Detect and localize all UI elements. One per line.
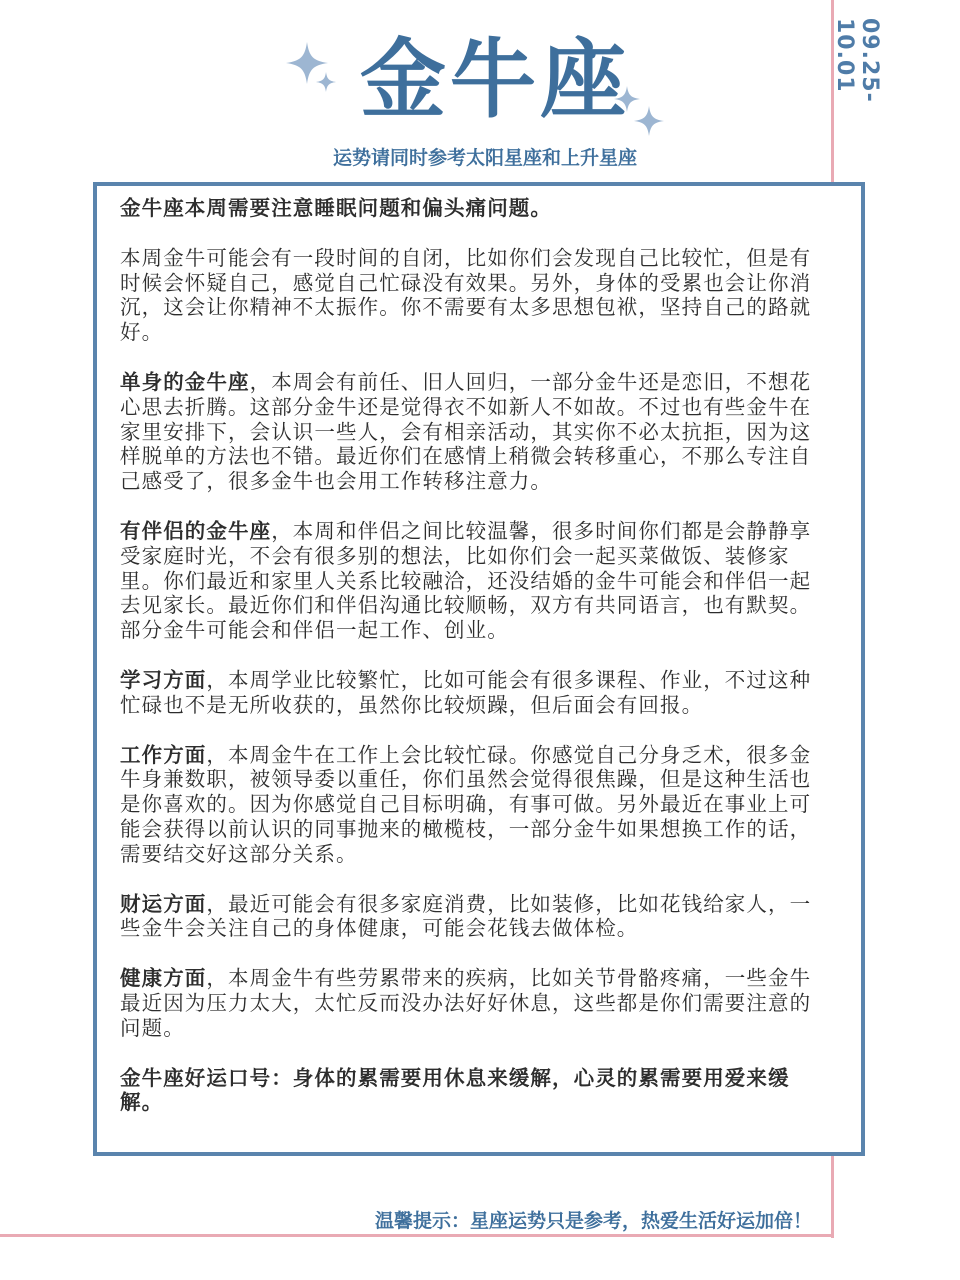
- section-heading: 有伴侣的金牛座: [120, 518, 272, 543]
- general-paragraph: 本周金牛可能会有一段时间的自闭，比如你们会发现自己比较忙，但是有时候会怀疑自己，感觉自己忙碌没有效果。另外，身体的受累也会让你消沉，这会让你精神不太振作。你不需要有太多思想包袱，坚持自己的路就好。: [120, 245, 812, 345]
- section-heading: 财运方面: [120, 891, 207, 916]
- section-work: 工作方面，本周金牛在工作上会比较忙碌。你感觉自己分身乏术，很多金牛身兼数职，被领导委以重任，你们虽然会觉得很焦躁，但是这种生活也是你喜欢的。因为你感觉自己目标明确，有事可做。另外最近在事业上可能会获得以前认识的同事抛来的橄榄枝，一部分金牛如果想换工作的话，需要结交好这部分关系。: [120, 742, 812, 866]
- horoscope-content: [120, 196, 820, 1140]
- section-partnered: 有伴侣的金牛座，本周和伴侣之间比较温馨，很多时间你们都是会静静享受家庭时光，不会有很多别的想法，比如你们会一起买菜做饭、装修家里。你们最近和家里人关系比较融洽，还没结婚的金牛可能会和伴侣一起去见家长。最近你们和伴侣沟通比较顺畅，双方有共同语言，也有默契。部分金牛可能会和伴侣一起工作、创业。: [120, 518, 812, 643]
- section-health: 健康方面，本周金牛有些劳累带来的疾病，比如关节骨骼疼痛，一些金牛最近因为压力太大，太忙反而没办法好好休息，这些都是你们需要注意的问题。: [120, 966, 812, 1040]
- page-subtitle: 运势请同时参考太阳星座和上升星座: [332, 147, 637, 169]
- section-heading: 单身的金牛座: [120, 369, 250, 394]
- section-heading: 健康方面: [120, 966, 207, 991]
- footer-tip: 温馨提示：星座运势只是参考，热爱生活好运加倍！: [374, 1210, 812, 1232]
- section-wealth: 财运方面，最近可能会有很多家庭消费，比如装修，比如花钱给家人，一些金牛会关注自己的身体健康，可能会花钱去做体检。: [120, 891, 812, 941]
- section-heading: 工作方面: [120, 742, 207, 767]
- page-title: 金牛座: [360, 30, 630, 130]
- slogan-paragraph: 金牛座好运口号：身体的累需要用休息来缓解，心灵的累需要用爱来缓解。: [120, 1065, 790, 1115]
- intro-paragraph: 金牛座本周需要注意睡眠问题和偏头痛问题。: [120, 196, 552, 220]
- section-heading: 学习方面: [120, 667, 207, 692]
- date-range: 09.25-10.01: [832, 18, 882, 103]
- section-study: 学习方面，本周学业比较繁忙，比如可能会有很多课程、作业，不过这种忙碌也不是无所收获的，虽然你比较烦躁，但后面会有回报。: [120, 667, 812, 717]
- decorative-pink-horizontal-line: [0, 1234, 834, 1237]
- section-single: 单身的金牛座，本周会有前任、旧人回归，一部分金牛还是恋旧，不想花心思去折腾。这部分金牛还是觉得衣不如新人不如故。不过也有些金牛在家里安排下，会认识一些人，会有相亲活动，其实你不必太抗拒，因为这样脱单的方法也不错。最近你们在感情上稍微会转移重心，不那么专注自己感受了，很多金牛也会用工作转移注意力。: [120, 369, 812, 494]
